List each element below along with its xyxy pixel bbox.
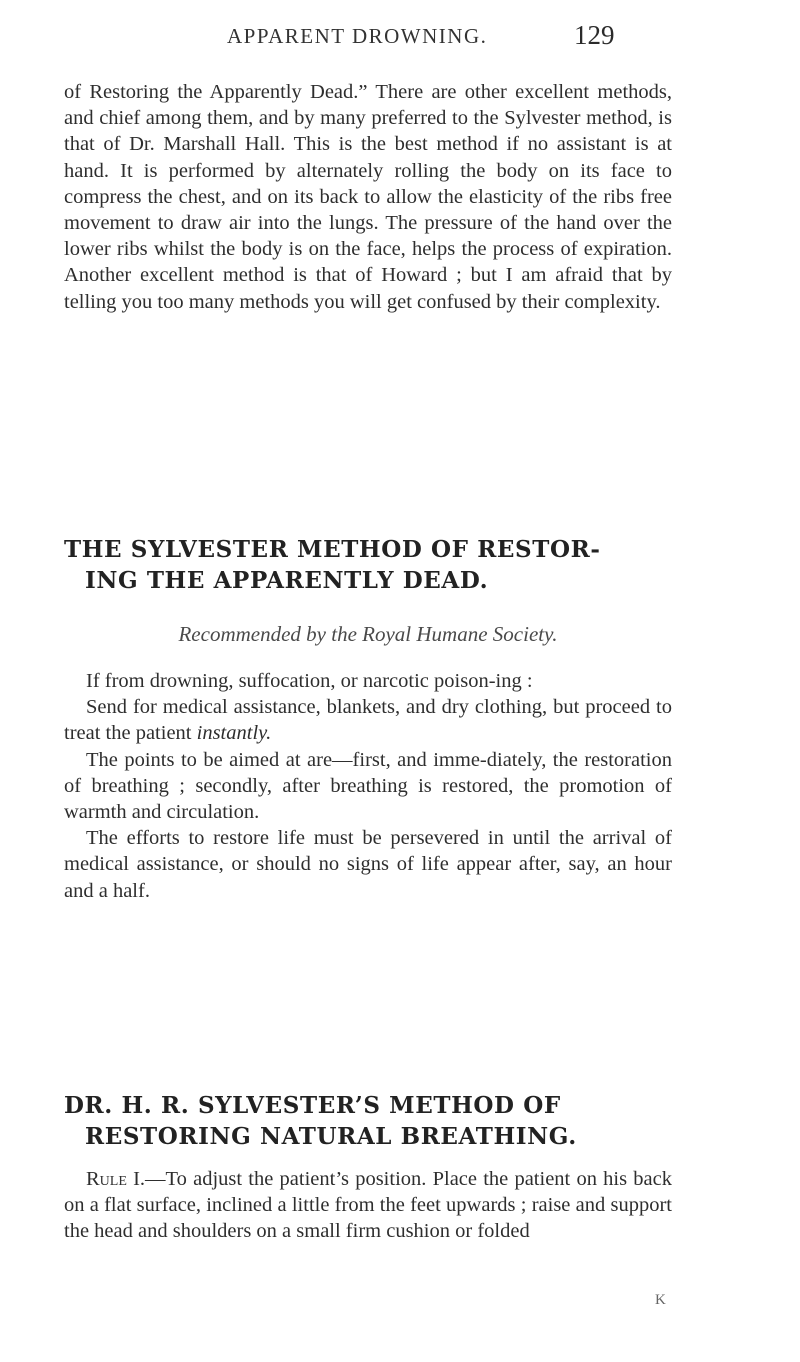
running-title: APPARENT DROWNING.	[227, 24, 488, 48]
page-number: 129	[574, 20, 615, 50]
points-paragraph: The points to be aimed at are—first, and imme-diately, the restoration of breathing ; secondly, after breathing is restored, the promotion of warmth and circulation.	[64, 748, 672, 824]
signature-mark: K	[655, 1292, 666, 1308]
natural-breathing-heading	[64, 1090, 684, 1152]
rule-one-text: I.—To adjust the patient’s position. Place the patient on his back on a flat surface, inclined a little from the feet upwards ; raise and support the head and shoulders on a small firm cushion or folded	[64, 1168, 672, 1243]
rule-one-paragraph	[64, 1166, 672, 1245]
natural-breathing-heading-line2: RESTORING NATURAL BREATHING.	[85, 1123, 577, 1150]
rule-body	[64, 1166, 672, 1245]
send-paragraph-text: Send for medical assistance, blankets, and dry clothing, but proceed to treat the patient	[64, 696, 672, 745]
efforts-paragraph: The efforts to restore life must be persevered in until the arrival of medical assistance, or should no signs of life appear after, say, an hour and a half.	[64, 827, 672, 902]
send-paragraph-emphasis: instantly.	[196, 722, 272, 745]
condition-paragraph: If from drowning, suffocation, or narcotic poison-ing :	[86, 670, 533, 692]
opening-paragraph-block	[64, 79, 672, 315]
recommended-subtitle: Recommended by the Royal Humane Society.	[178, 622, 558, 646]
send-paragraph	[64, 694, 672, 746]
opening-paragraph: of Restoring the Apparently Dead.” There are other excellent methods, and chief among them, and by many preferred to the Sylvester method, is that of Dr. Marshall Hall. This is the best method if no assistant is at hand. It is performed by alternately rolling the body on its face to compress the chest, and on its back to allow the elasticity of the ribs free movement to draw air into the lungs. The pressure of the hand over the lower ribs whilst the body is on the face, helps the process of expiration. Another excellent method is that of Howard ; but I am afraid that by telling you too many methods you will get confused by their complexity.	[64, 81, 672, 313]
natural-breathing-heading-line1: DR. H. R. SYLVESTER’S METHOD OF	[64, 1092, 561, 1119]
sylvester-heading-line1: THE SYLVESTER METHOD OF RESTOR-	[64, 536, 601, 563]
rule-label: Rule	[86, 1168, 127, 1190]
sylvester-heading	[64, 534, 684, 596]
running-head	[0, 20, 800, 60]
sylvester-heading-line2: ING THE APPARENTLY DEAD.	[85, 567, 489, 594]
sylvester-body	[64, 668, 672, 904]
